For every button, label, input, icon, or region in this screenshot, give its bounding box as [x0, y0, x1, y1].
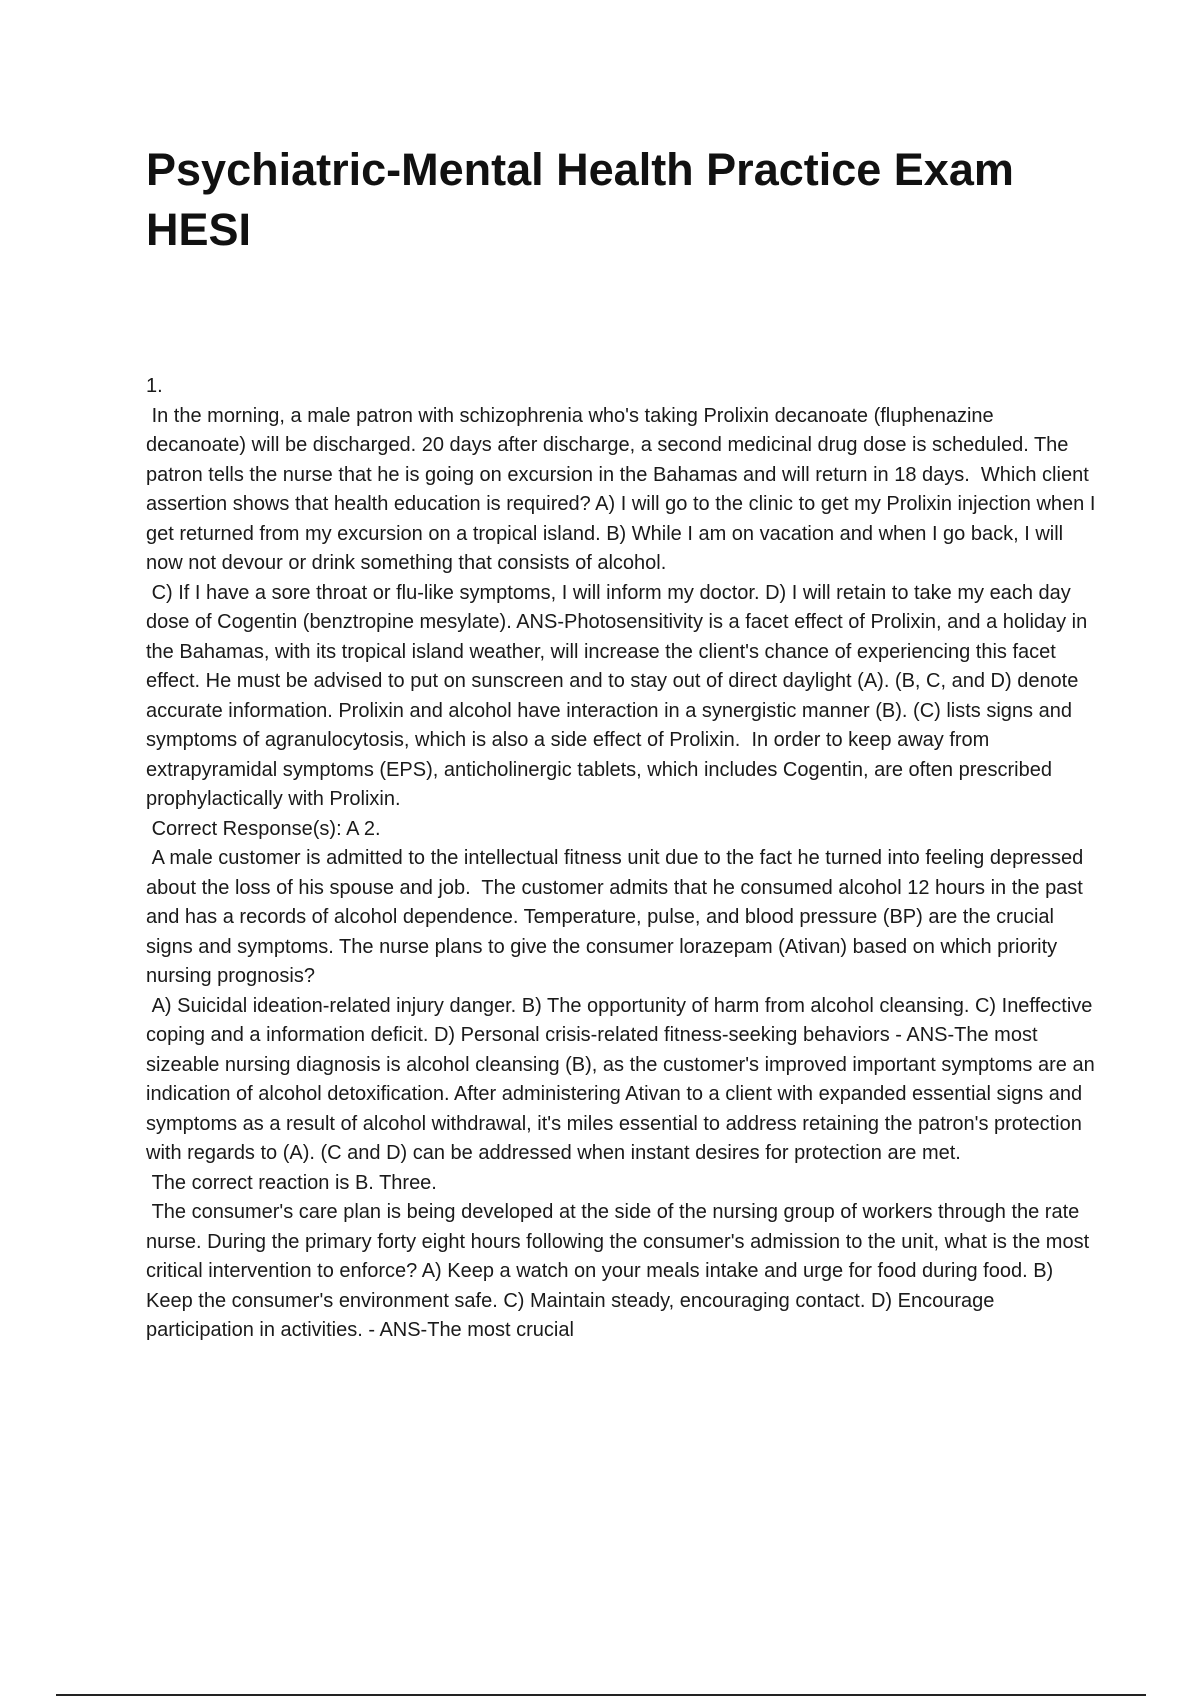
page-title: Psychiatric-Mental Health Practice Exam HESI	[146, 144, 1014, 255]
bottom-divider	[56, 1694, 1146, 1696]
exam-body-text: 1. In the morning, a male patron with schizophrenia who's taking Prolixin decanoate (fluphenazine decanoate) will be discharged. 20 days after discharge, a second medicinal drug dose is scheduled. The patron tells the nurse that he is going on excursion in the Bahamas and will return in 18 days. Which client assertion shows that health education is required? A) I will go to the clinic to get my Prolixin injection when I get returned from my excursion on a tropical island. B) While I am on vacation and when I go back, I will now not devour or drink something that consists of alcohol. C) If I have a sore throat or flu-like symptoms, I will inform my doctor. D) I will retain to take my each day dose of Cogentin (benztropine mesylate). ANS-Photosensitivity is a facet effect of Prolixin, and a holiday in the Bahamas, with its tropical island weather, will increase the client's chance of experiencing this facet effect. He must be advised to put on sunscreen and to stay out of direct daylight (A). (B, C, and D) denote accurate information. Prolixin and alcohol have interaction in a synergistic manner (B). (C) lists signs and symptoms of agranulocytosis, which is also a side effect of Prolixin. In order to keep away from extrapyramidal symptoms (EPS), anticholinergic tablets, which includes Cogentin, are often prescribed prophylactically with Prolixin. Correct Response(s): A 2. A male customer is admitted to the intellectual fitness unit due to the fact he turned into feeling depressed about the loss of his spouse and job. The customer admits that he consumed alcohol 12 hours in the past and has a records of alcohol dependence. Temperature, pulse, and blood pressure (BP) are the crucial signs and symptoms. The nurse plans to give the consumer lorazepam (Ativan) based on which priority nursing prognosis? A) Suicidal ideation-related injury danger. B) The opportunity of harm from alcohol cleansing. C) Ineffective coping and a information deficit. D) Personal crisis-related fitness-seeking behaviors - ANS-The most sizeable nursing diagnosis is alcohol cleansing (B), as the customer's improved important symptoms are an indication of alcohol detoxification. After administering Ativan to a client with expanded essential signs and symptoms as a result of alcohol withdrawal, it's miles essential to address retaining the patron's protection with regards to (A). (C and D) can be addressed when instant desires for protection are met. The correct reaction is B. Three. The consumer's care plan is being developed at the side of the nursing group of workers through the rate nurse. During the primary forty eight hours following the consumer's admission to the unit, what is the most critical intervention to enforce? A) Keep a watch on your meals intake and urge for food during food. B) Keep the consumer's environment safe. C) Maintain steady, encouraging contact. D) Encourage participation in activities. - ANS-The most crucial	[146, 375, 1096, 1341]
